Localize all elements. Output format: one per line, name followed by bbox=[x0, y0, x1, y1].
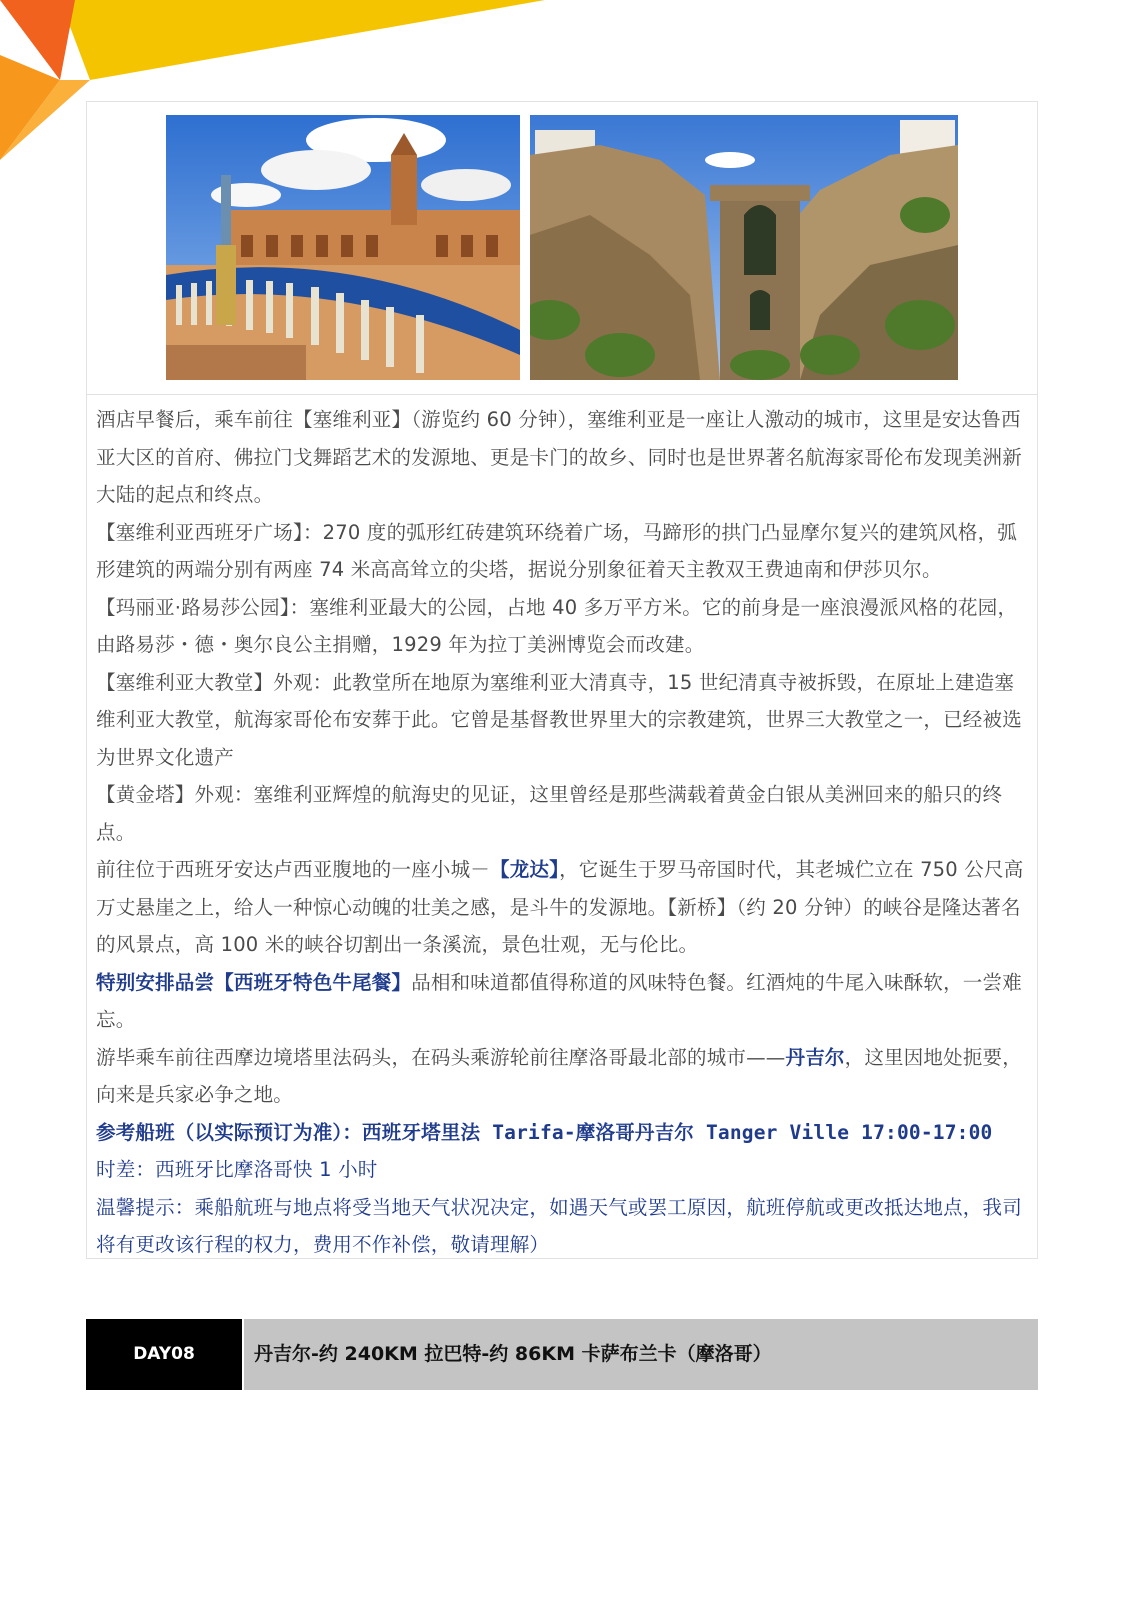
ronda-text-2: ，它诞生于罗马帝国时代，其老城伫立在 750 公尺高万丈悬崖之上，给人一种惊心动魄的壮美之感，是斗牛的发源地。【新桥】（约 20 分钟）的峡谷是隆达著名的风景点，高 100 米的峡谷切割出一条溪流，景色壮观，无与伦比。 bbox=[96, 858, 1024, 956]
tangier-text-1: 游毕乘车前往西摩边境塔里法码头，在码头乘游轮前往摩洛哥最北部的城市—— bbox=[96, 1045, 786, 1069]
paragraph-oxtail-meal bbox=[96, 964, 1030, 1039]
ronda-text-1: 前往位于西班牙安达卢西亚腹地的一座小城－ bbox=[96, 858, 491, 881]
ronda-new-bridge-photo bbox=[530, 115, 958, 380]
paragraph-tangier bbox=[96, 1039, 1030, 1114]
paragraph-golden-tower: 【黄金塔】外观：塞维利亚辉煌的航海史的见证，这里曾经是那些满载着黄金白银从美洲回来的船只的终点。 bbox=[96, 783, 1003, 844]
itinerary-content-box bbox=[86, 101, 1038, 1259]
oxtail-text: 品相和味道都值得称道的风味特色餐。红酒炖的牛尾入味酥软，一尝难忘。 bbox=[96, 970, 1022, 1031]
day-label: DAY08 bbox=[86, 1319, 242, 1390]
ferry-text-4: Tanger Ville 17:00-17:00 bbox=[694, 1120, 993, 1144]
paragraph-seville-cathedral: 【塞维利亚大教堂】外观：此教堂所在地原为塞维利亚大清真寺，15 世纪清真寺被拆毁，在原址上建造塞维利亚大教堂，航海家哥伦布安葬于此。它曾是基督教世界里大的宗教建筑，世界三大教堂之一，已经被选为世界文化遗产 bbox=[96, 670, 1022, 769]
ferry-text-2: Tarifa- bbox=[480, 1120, 576, 1144]
paragraph-maria-luisa-park: 【玛丽亚·路易莎公园】：塞维利亚最大的公园，占地 40 多万平方米。它的前身是一座浪漫派风格的花园，由路易莎・德・奥尔良公主捐赠，1929 年为拉丁美洲博览会而改建。 bbox=[96, 595, 1018, 656]
day-header bbox=[86, 1319, 1038, 1390]
tangier-text-2: ，这里因地处扼要，向来是兵家必争之地。 bbox=[96, 1045, 1022, 1106]
paragraph-ferry-reference bbox=[96, 1114, 1030, 1152]
ferry-text-3: 摩洛哥丹吉尔 bbox=[575, 1120, 694, 1144]
ferry-text-1: 参考船班（以实际预订为准）：西班牙塔里法 bbox=[96, 1120, 481, 1144]
paragraph-seville-intro: 酒店早餐后，乘车前往【塞维利亚】（游览约 60 分钟），塞维利亚是一座让人激动的城市，这里是安达鲁西亚大区的首府、佛拉门戈舞蹈艺术的发源地、更是卡门的故乡、同时也是世界著名航海家哥伦布发现美洲新大陆的起点和终点。 bbox=[96, 408, 1022, 506]
photo-row bbox=[87, 102, 1037, 395]
tangier-highlight: 丹吉尔 bbox=[785, 1045, 845, 1069]
paragraph-ronda bbox=[96, 851, 1030, 964]
day-title: 丹吉尔-约 240KM 拉巴特-约 86KM 卡萨布兰卡（摩洛哥） bbox=[244, 1319, 1038, 1390]
oxtail-highlight: 特别安排品尝【西班牙特色牛尾餐】 bbox=[96, 970, 412, 994]
ronda-highlight: 【龙达】 bbox=[490, 858, 560, 881]
itinerary-text bbox=[96, 401, 1030, 1264]
paragraph-time-difference: 时差：西班牙比摩洛哥快 1 小时 bbox=[96, 1158, 378, 1181]
plaza-de-espana-photo bbox=[166, 115, 520, 380]
paragraph-warm-tip: 温馨提示：乘船航班与地点将受当地天气状况决定，如遇天气或罢工原因，航班停航或更改抵达地点，我司将有更改该行程的权力，费用不作补偿，敬请理解） bbox=[96, 1195, 1022, 1256]
paragraph-plaza-de-espana: 【塞维利亚西班牙广场】：270 度的弧形红砖建筑环绕着广场，马蹄形的拱门凸显摩尔复兴的建筑风格，弧形建筑的两端分别有两座 74 米高高耸立的尖塔，据说分别象征着天主教双王费迪南和伊莎贝尔。 bbox=[96, 520, 1017, 581]
